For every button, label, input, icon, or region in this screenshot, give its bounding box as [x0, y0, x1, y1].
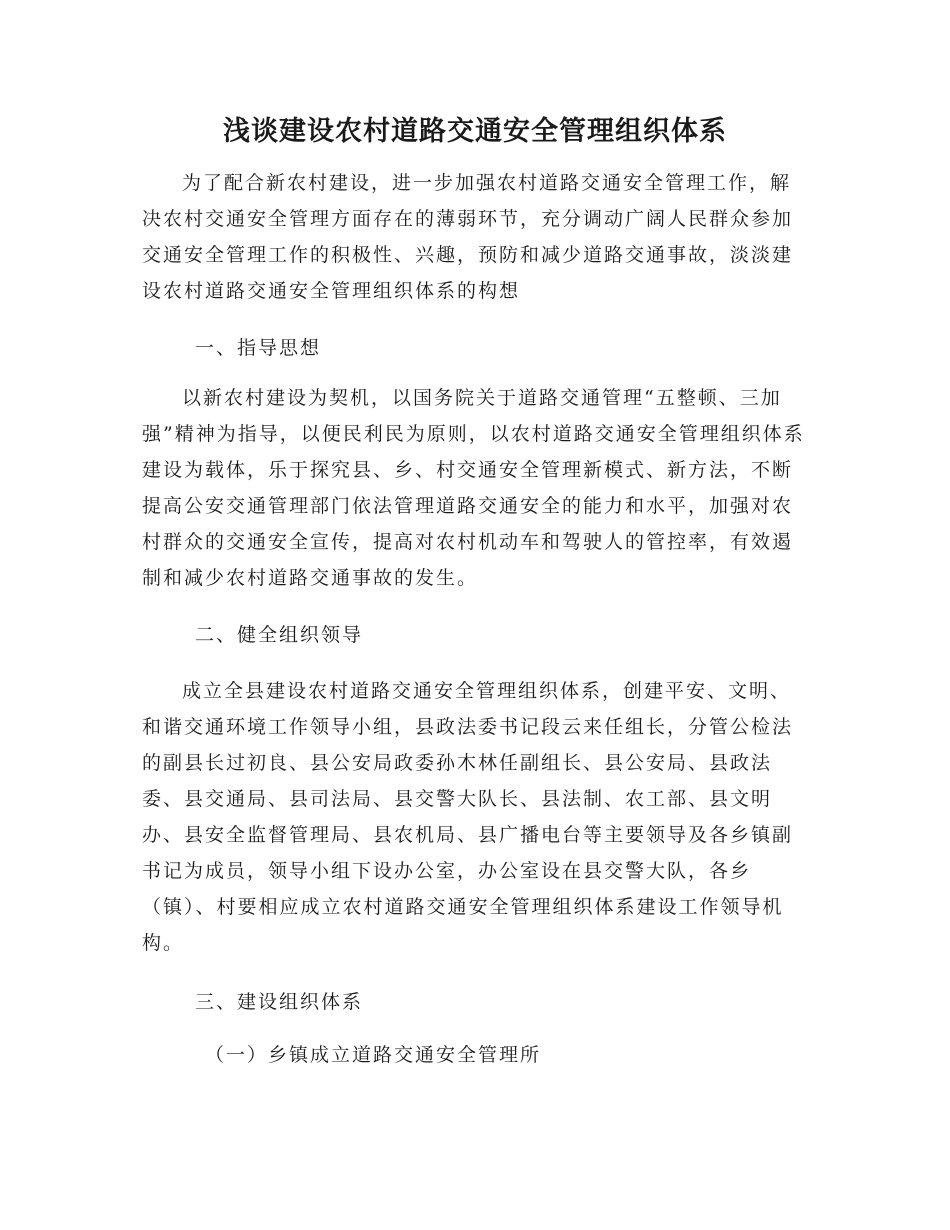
intro-paragraph: 为了配合新农村建设，进一步加强农村道路交通安全管理工作，解决农村交通安全管理方面存在的薄弱环节，充分调动广阔人民群众参加交通安全管理工作的积极性、兴趣，预防和减少道路交通事故，淡淡建设农村道路交通安全管理组织体系的构想 — [142, 172, 794, 302]
section-heading-guiding-ideology: 一、指导思想 — [195, 337, 322, 359]
section-heading-organization-leadership: 二、健全组织领导 — [195, 624, 364, 646]
section-body-organization-leadership: 成立全县建设农村道路交通安全管理组织体系，创建平安、文明、和谐交通环境工作领导小组，县政法委书记段云来任组长，分管公检法的副县长过初良、县公安局政委孙木林任副组长、县公安局、县政法委、县交通局、县司法局、县交警大队长、县法制、农工部、县文明办、县安全监督管理局、县农机局、县广播电台等主要领导及各乡镇副书记为成员，领导小组下设办公室，办公室设在县交警大队，各乡（镇）、村要相应成立农村道路交通安全管理组织体系建设工作领导机构。 — [142, 680, 794, 954]
section-heading-build-system: 三、建设组织体系 — [195, 991, 364, 1013]
subsection-heading-township-office: （一）乡镇成立道路交通安全管理所 — [205, 1044, 542, 1066]
section-body-guiding-ideology: 以新农村建设为契机，以国务院关于道路交通管理“五整顿、三加强”精神为指导，以便民利民为原则，以农村道路交通安全管理组织体系建设为载体，乐于探究县、乡、村交通安全管理新模式、新方法，不断提高公安交通管理部门依法管理道路交通安全的能力和水平，加强对农村群众的交通安全宣传，提高对农村机动车和驾驶人的管控率，有效遏制和减少农村道路交通事故的发生。 — [142, 387, 805, 589]
document-title: 浅谈建设农村道路交通安全管理组织体系 — [223, 116, 727, 147]
